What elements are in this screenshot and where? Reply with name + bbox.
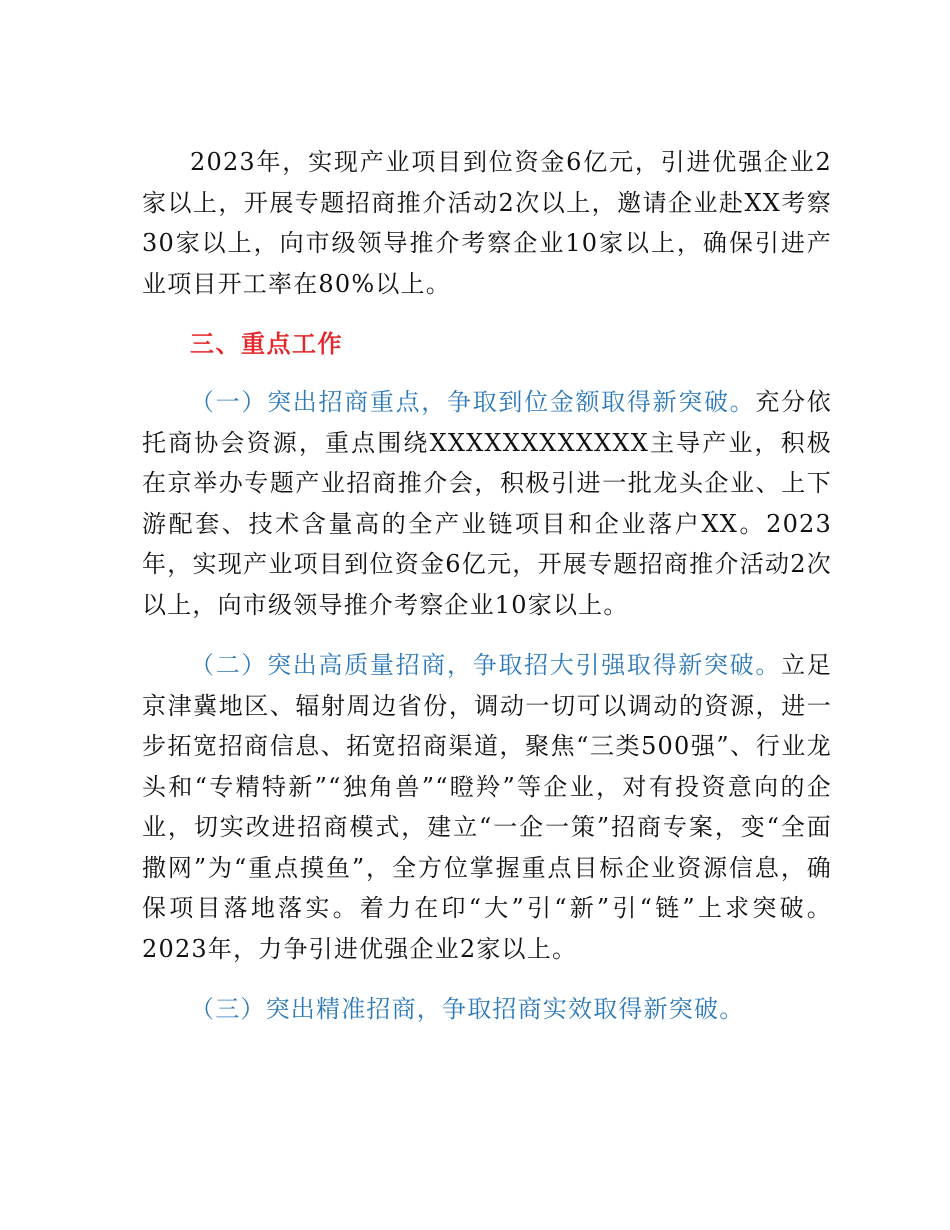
intro-paragraph: 2023年，实现产业项目到位资金6亿元，引进优强企业2家以上，开展专题招商推介活动2次以上，邀请企业赴XX考察30家以上，向市级领导推介考察企业10家以上，确保引进产业项目开工率在80%以上。	[142, 148, 832, 298]
document-page	[142, 142, 832, 1030]
item1-paragraph	[142, 382, 832, 625]
item2-paragraph	[142, 645, 832, 969]
item1-body: 充分依托商协会资源，重点围绕XXXXXXXXXXXX主导产业，积极在京举办专题产业招商推介会，积极引进一批龙头企业、上下游配套、技术含量高的全产业链项目和企业落户XX。2023年，实现产业项目到位资金6亿元，开展专题招商推介活动2次以上，向市级领导推介考察企业10家以上。	[142, 388, 832, 619]
item2-title: （二）突出高质量招商，争取招大引强取得新突破。	[190, 651, 782, 679]
item3-title: （三）突出精准招商，争取招商实效取得新突破。	[190, 995, 745, 1023]
item1-title: （一）突出招商重点，争取到位金额取得新突破。	[190, 388, 756, 416]
section-heading: 三、重点工作	[190, 330, 343, 358]
item2-body: 立足京津冀地区、辐射周边省份，调动一切可以调动的资源，进一步拓宽招商信息、拓宽招商渠道，聚焦“三类500强”、行业龙头和“专精特新”“独角兽”“瞪羚”等企业，对有投资意向的企业，切实改进招商模式，建立“一企一策”招商专案，变“全面撒网”为“重点摸鱼”，全方位掌握重点目标企业资源信息，确保项目落地落实。着力在印“大”引“新”引“链”上求突破。2023年，力争引进优强企业2家以上。	[142, 651, 832, 963]
